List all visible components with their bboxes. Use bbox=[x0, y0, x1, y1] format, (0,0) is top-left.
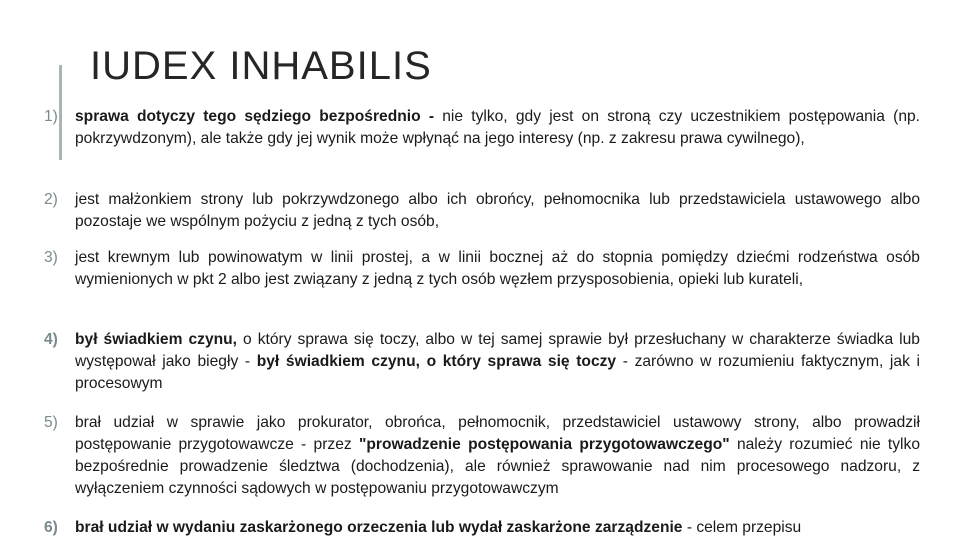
list-item-1 bbox=[44, 106, 920, 150]
slide-title: IUDEX INHABILIS bbox=[90, 44, 432, 88]
item-number: 4) bbox=[44, 331, 58, 348]
list-item-6 bbox=[44, 517, 920, 539]
item-text bbox=[75, 517, 920, 539]
item-text bbox=[75, 329, 920, 395]
item-bold-text: brał udział w wydaniu zaskarżonego orzeczenia lub wydał zaskarżone zarządzenie bbox=[75, 519, 683, 536]
item-bold-text: był świadkiem czynu, o który sprawa się toczy bbox=[256, 353, 617, 370]
item-number: 6) bbox=[44, 519, 58, 536]
list-item-3 bbox=[44, 247, 920, 291]
item-plain-text: należy rozumieć nie tylko bezpośrednie prowadzenie śledztwa (dochodzenia), ale również sprawowanie nad nim procesowego nadzoru, z wyłączeniem czynności sądowych w postępowaniu przygotowawczym bbox=[75, 436, 920, 497]
list-item-4 bbox=[44, 329, 920, 395]
item-text: jest krewnym lub powinowatym w linii prostej, a w linii bocznej aż do stopnia pomiędzy dziećmi rodzeństwa osób wymienionych w pkt 2 albo jest związany z jedną z tych osób węzłem przysposobienia, opieki lub kurateli, bbox=[75, 249, 920, 288]
item-plain-text: - celem przepisu bbox=[682, 519, 802, 536]
item-text: jest małżonkiem strony lub pokrzywdzonego albo ich obrońcy, pełnomocnika lub przedstawiciela ustawowego albo pozostaje we wspólnym pożyciu z jedną z tych osób, bbox=[75, 191, 920, 230]
list-item-5 bbox=[44, 412, 920, 500]
item-bold-text: sprawa dotyczy tego sędziego bezpośrednio - bbox=[75, 108, 435, 125]
item-plain-text: - zarówno w rozumieniu faktycznym, jak i procesowym bbox=[75, 353, 920, 392]
item-text bbox=[75, 106, 920, 150]
item-bold-text: był świadkiem czynu, bbox=[75, 331, 237, 348]
item-text bbox=[75, 412, 920, 500]
item-number: 3) bbox=[44, 249, 58, 266]
list-item-2 bbox=[44, 189, 920, 233]
item-number: 5) bbox=[44, 414, 58, 431]
item-number: 1) bbox=[44, 108, 58, 125]
item-plain-text: o który sprawa się toczy, albo w tej samej sprawie był przesłuchany w charakterze świadka lub występował jako biegły - bbox=[75, 331, 920, 370]
item-bold-text: "prowadzenie postępowania przygotowawczego" bbox=[358, 436, 730, 453]
item-plain-text: nie tylko, gdy jest on stroną czy uczestnikiem postępowania (np. pokrzywdzonym), ale także gdy jej wynik może wpłynąć na jego interesy (np. z zakresu prawa cywilnego), bbox=[75, 108, 920, 147]
item-number: 2) bbox=[44, 191, 58, 208]
item-plain-text: brał udział w sprawie jako prokurator, obrońca, pełnomocnik, przedstawiciel ustawowy strony, albo prowadził postępowanie przygotowawcze - przez bbox=[75, 414, 920, 453]
